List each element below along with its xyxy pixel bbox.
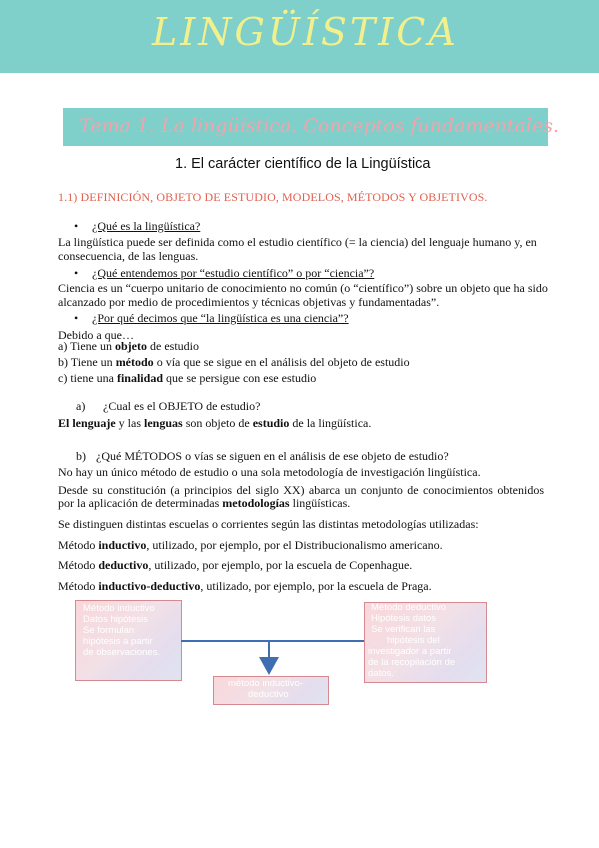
box-line: Método inductivo bbox=[83, 603, 155, 614]
box-line: Hipótesis datos bbox=[371, 613, 436, 624]
section-title: 1. El carácter científico de la Lingüística bbox=[175, 156, 431, 172]
question-que-es: ¿Qué es la lingüística? bbox=[92, 219, 201, 233]
box-line: datos. bbox=[368, 668, 394, 679]
metodo-deductivo: Método deductivo, utilizado, por ejemplo, por la escuela de Copenhague. bbox=[58, 558, 413, 572]
reason-objeto: a) Tiene un objeto de estudio bbox=[58, 339, 199, 353]
metodos-p2: Desde su constitución (a principios del siglo XX) abarca un conjunto de conocimientos obtenidos por la aplicación de determinadas metodologías lingüísticas. bbox=[58, 483, 544, 510]
bullet-icon: • bbox=[74, 311, 79, 325]
metodos-p1: No hay un único método de estudio o una sola metodología de investigación lingüística. bbox=[58, 465, 481, 479]
reason-metodo: b) Tiene un método o vía que se sigue en el análisis del objeto de estudio bbox=[58, 355, 410, 369]
box-line: método inductivo- bbox=[228, 678, 303, 689]
tema-title: Tema 1. La lingüística. Conceptos fundamentales. bbox=[79, 115, 560, 137]
box-metodo-inductivo-deductivo bbox=[213, 676, 329, 705]
document-title: LINGÜÍSTICA bbox=[152, 10, 459, 54]
box-line: Datos hipótesis bbox=[83, 614, 148, 625]
debido-a-que: Debido a que… bbox=[58, 328, 134, 342]
box-line: Se formulan bbox=[83, 625, 135, 636]
tema-banner bbox=[63, 108, 560, 146]
bullet-icon: • bbox=[74, 219, 79, 233]
box-line: hipótesis a partir bbox=[83, 636, 153, 647]
box-line: deductivo bbox=[248, 689, 289, 700]
connector-horizontal bbox=[181, 640, 364, 642]
header-banner bbox=[0, 0, 599, 73]
metodo-inductivo: Método inductivo, utilizado, por ejemplo, por el Distribucionalismo americano. bbox=[58, 538, 443, 552]
box-metodo-deductivo bbox=[364, 602, 487, 683]
box-metodo-inductivo bbox=[75, 600, 182, 681]
arrow-down-icon bbox=[258, 656, 280, 676]
answer-definition: La lingüística puede ser definida como el estudio científico (= la ciencia) del lenguaje humano y, en consecuencia, de las lenguas. bbox=[58, 235, 537, 263]
marker-a: a) bbox=[76, 399, 86, 413]
box-line: investigador a partir bbox=[368, 646, 452, 657]
answer-objeto: El lenguaje y las lenguas son objeto de estudio de la lingüística. bbox=[58, 416, 372, 430]
box-line: hipótesis del bbox=[387, 635, 440, 646]
question-metodos: ¿Qué MÉTODOS o vías se siguen en el análisis de ese objeto de estudio? bbox=[96, 449, 449, 463]
box-line: de observaciones. bbox=[83, 647, 161, 658]
metodos-p3: Se distinguen distintas escuelas o corrientes según las distintas metodologías utilizadas: bbox=[58, 517, 479, 531]
question-objeto: ¿Cual es el OBJETO de estudio? bbox=[103, 399, 261, 413]
subsection-title: 1.1) DEFINICIÓN, OBJETO DE ESTUDIO, MODELOS, MÉTODOS Y OBJETIVOS. bbox=[58, 190, 488, 204]
box-line: Método deductivo bbox=[371, 602, 446, 613]
answer-ciencia: Ciencia es un “cuerpo unitario de conocimiento no común (o “científico”) sobre un objeto que ha sido alcanzado por medio de procedimientos y técnicas objetivas y fundamentadas”. bbox=[58, 281, 548, 309]
box-line: Se verifican las bbox=[371, 624, 436, 635]
reason-finalidad: c) tiene una finalidad que se persigue con ese estudio bbox=[58, 371, 317, 385]
question-por-que-ciencia: ¿Por qué decimos que “la lingüística es una ciencia”? bbox=[92, 311, 349, 325]
metodo-inductivo-deductivo: Método inductivo-deductivo, utilizado, por ejemplo, por la escuela de Praga. bbox=[58, 579, 432, 593]
marker-b: b) bbox=[76, 449, 86, 463]
question-estudio-cientifico: ¿Qué entendemos por “estudio científico” o por “ciencia”? bbox=[92, 266, 375, 280]
bullet-icon: • bbox=[74, 266, 79, 280]
box-line: de la recopilación de bbox=[368, 657, 456, 668]
